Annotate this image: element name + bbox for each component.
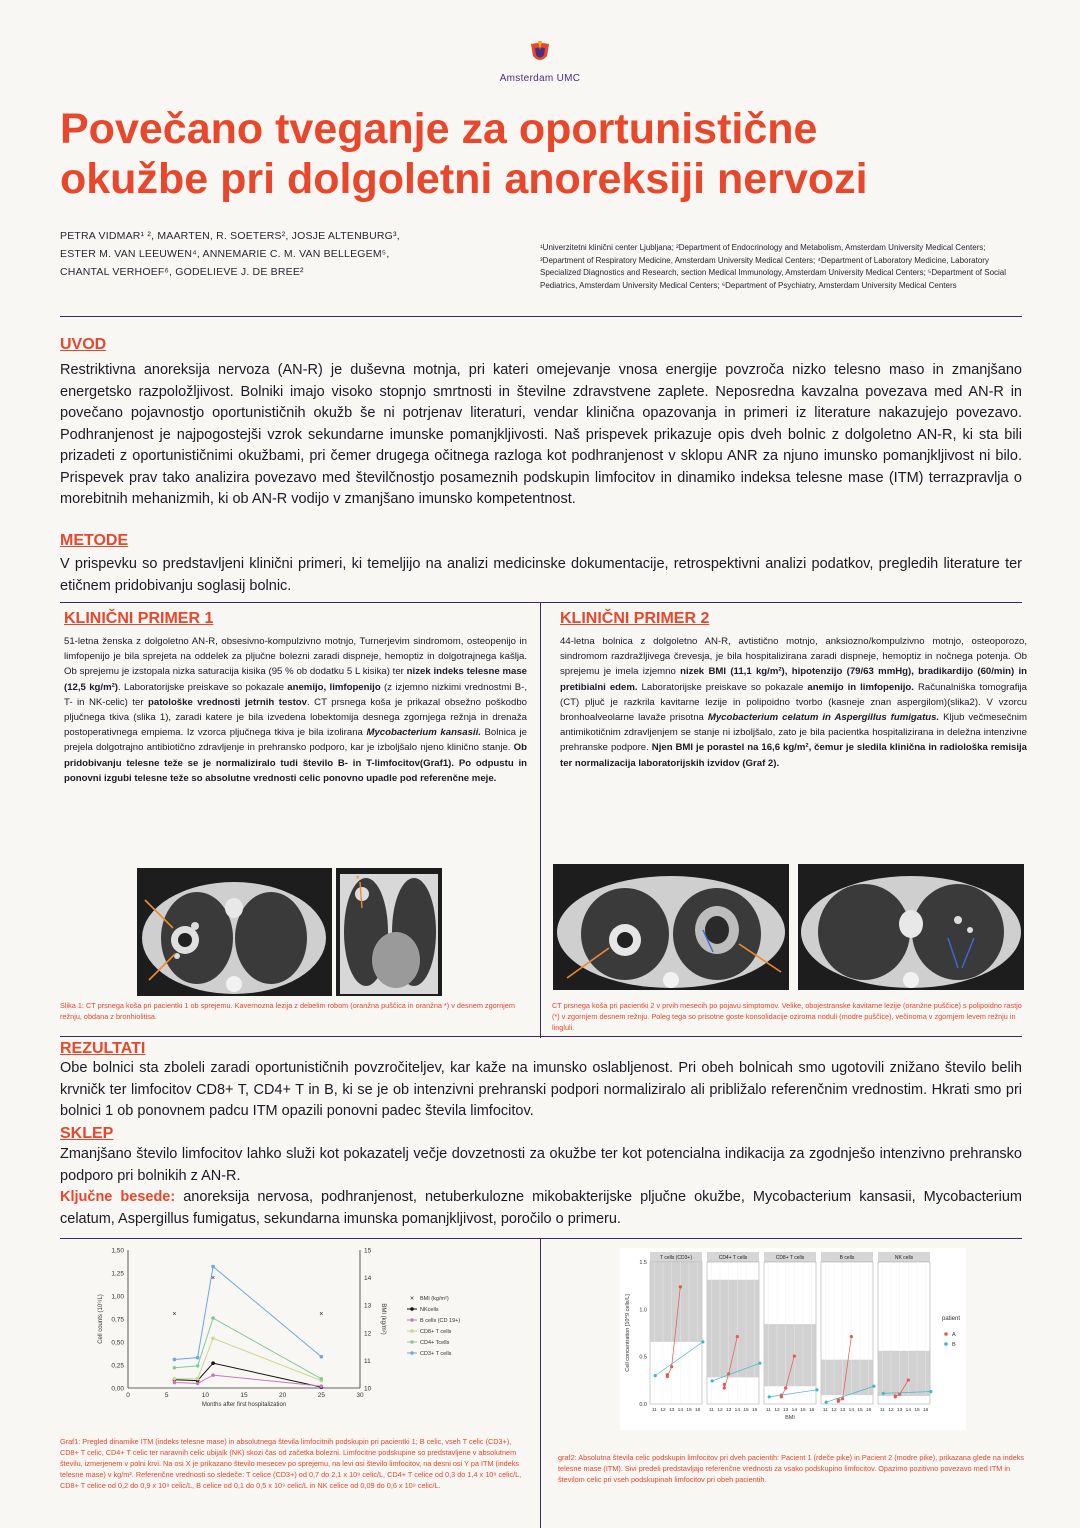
x-tick-label: 11	[822, 1408, 828, 1413]
patient-point	[666, 1375, 669, 1378]
legend-label: A	[952, 1332, 956, 1338]
keywords-label: Ključne besede:	[60, 1189, 176, 1205]
patient-point	[929, 1390, 932, 1393]
legend-marker	[944, 1342, 948, 1346]
legend-marker	[944, 1332, 948, 1336]
x-tick-label: 5	[164, 1392, 169, 1399]
case1-text	[64, 634, 527, 786]
series-point	[320, 1377, 324, 1381]
y-tick-label: 0,25	[111, 1362, 124, 1370]
x-tick-label: 13	[668, 1408, 675, 1413]
case2-text	[560, 634, 1027, 771]
x-tick-label: 25	[317, 1392, 325, 1399]
series-point	[211, 1373, 215, 1377]
sklep-text: Zmanjšano število limfocitov lahko služi kot pokazatelj večje dovzetnosti za okužbe ter kot potencialna indikacija za zgodnješo intenzivno prehransko podporo pri bolnikih z AN-R.	[60, 1146, 1022, 1184]
series-point	[320, 1355, 324, 1359]
legend-marker	[410, 1340, 414, 1344]
bmi-point: ×	[172, 1310, 177, 1318]
x-tick-label: 14	[905, 1408, 912, 1413]
panel-title: NK cells	[894, 1255, 914, 1261]
authors-line-3: CHANTAL VERHOEF⁶, GODELIEVE J. DE BREE²	[60, 266, 304, 278]
poster-title	[60, 104, 1040, 204]
x-tick-label: 11	[651, 1408, 657, 1413]
case1-heading: KLINIČNI PRIMER 1	[64, 610, 214, 627]
bmi-point: ×	[211, 1275, 216, 1283]
x-tick-label: 15	[743, 1408, 749, 1413]
patient-point	[784, 1386, 787, 1389]
case1-text-part: . Laboratorijske preiskave so pokazale	[118, 681, 288, 693]
patient-point	[894, 1395, 897, 1398]
case2-heading: KLINIČNI PRIMER 2	[560, 610, 710, 627]
series-point	[211, 1265, 215, 1269]
y-tick-label: 0.5	[639, 1354, 647, 1361]
patient-point	[758, 1362, 761, 1365]
reference-range	[707, 1280, 759, 1378]
rezultati-text: Obe bolnici sta zboleli zaradi oportunističnih povzročiteljev, kar kaže na imunsko oslabljenost. Pri obeh bolnicah smo ugotovili znižano število belih krvničk ter limfocitov CD8+ T, CD4+ T in B, ki se je ob intenzivni prehranski podpori normaliziralo ali približalo referenčnim vrednostim. Hkrati smo pri bolnici 1 ob ponovnem padcu ITM opazili ponovni padec števila limfocitov.	[60, 1060, 1022, 1119]
patient-point	[723, 1386, 726, 1389]
case1-bold: nizek indeks telesne mase (12,5 kg/m²)	[64, 666, 528, 693]
legend-marker	[410, 1307, 414, 1311]
y2-tick-label: 10	[364, 1385, 372, 1393]
x-tick-label: 16	[922, 1408, 929, 1413]
x-tick-label: 14	[734, 1408, 741, 1413]
reference-range	[821, 1360, 873, 1396]
case1-text-part: 51-letna ženska z dolgoletno AN-R, obsesivno-kompulzivno motnjo, Turnerjevim sindromom, osteopenijo in limfopenijo je bila sprejeta na oddelek za pljučne bolezni zaradi dispneje, hemoptiz in dolgotrajnega kašlja. Ob sprejemu je izstopala nizka saturacija kisika (95 % ob dodatku 5 L kisika) ter	[64, 636, 527, 678]
patient-point	[723, 1383, 726, 1386]
case2-text-part: Laboratorijske preiskave so pokazale	[637, 681, 808, 693]
series-point	[173, 1377, 177, 1381]
x-tick-label: 12	[660, 1408, 666, 1413]
case2-text-part: 44-letna bolnica z dolgoletno AN-R, avtistično motnjo, anksiozno/kompulzivno motnjo, osteoporozo, sindromom razdražljivega črevesja, je bila hospitalizirana zaradi dispneje, hemoptiz in nočnega potenja. Ob sprejemu je imela izjemno	[560, 636, 1027, 678]
x-tick-label: 12	[717, 1408, 723, 1413]
series-point	[211, 1337, 215, 1341]
x-tick-label: 15	[686, 1408, 692, 1413]
series-point	[320, 1384, 324, 1388]
x-tick-label: 0	[126, 1392, 130, 1399]
divider	[60, 1036, 1022, 1037]
x-axis-label: BMI	[785, 1415, 795, 1421]
x-tick-label: 11	[879, 1408, 885, 1413]
series-point	[211, 1316, 215, 1320]
y-tick-label: 0,50	[111, 1339, 124, 1347]
rezultati-heading: REZULTATI	[60, 1040, 146, 1057]
x-tick-label: 13	[725, 1408, 732, 1413]
panel-title: CD8+ T cells	[775, 1255, 805, 1261]
panel-title: CD4+ T cells	[718, 1255, 748, 1261]
y-tick-label: 0,00	[111, 1385, 124, 1393]
series-point	[196, 1382, 200, 1386]
series-point	[196, 1377, 200, 1381]
y-tick-label: 1.0	[639, 1307, 647, 1314]
sklep-heading: SKLEP	[60, 1125, 114, 1142]
ct-image-case1-axial	[137, 868, 332, 996]
y2-tick-label: 15	[364, 1247, 372, 1255]
x-tick-label: 11	[708, 1408, 714, 1413]
patient-point	[780, 1395, 783, 1398]
legend-marker: ×	[409, 1295, 415, 1303]
legend-marker	[410, 1329, 414, 1333]
series-point	[211, 1361, 215, 1365]
x-tick-label: 11	[765, 1408, 771, 1413]
x-tick-label: 14	[791, 1408, 798, 1413]
y-tick-label: 1,00	[111, 1293, 124, 1301]
patient-point	[907, 1378, 910, 1381]
y-tick-label: 1,25	[111, 1270, 124, 1278]
bmi-point: ×	[319, 1310, 324, 1318]
legend-label: B	[952, 1342, 956, 1348]
keywords	[60, 1187, 1022, 1230]
patient-point	[882, 1392, 885, 1395]
case2-bold: nizek BMI (11,1 kg/m²), hipotenzijo (79/63 mmHg), bradikardijo (60/min) in pretibialni edem.	[560, 666, 1028, 693]
x-tick-label: 12	[888, 1408, 894, 1413]
divider	[60, 1238, 1022, 1239]
graf1-caption: Graf1: Pregled dinamike ITM (indeks telesne mase) in absolutnega števila limfocitnih podskupin pri pacientki 1; B celic, vseh T celic (CD3+), CD8+ T celic, CD4+ T celic ter naravnih celic ubijalk (NK) skozi čas od začetka bolezni. Limfocitne podskupine so predstavljene v absolutnem številu, izmerjenem v polni krvi. Na osi X je prikazano število mesecev po sprejemu, na levi osi število limfocitov, na desni osi Y pa ITM (indeks telesne mase) v kg/m². Referenčne vrednosti so sledeče: T celice (CD3+) od 0,7 do 2,1 x 10⁹ celic/L, CD4+ T celice od 0,3 do 1,4 x 10⁹ celic/L, CD8+ T celice od 0,2 do 0,9 x 10⁹ celic/L, B celice od 0,1 do 0,5 x 10⁹ celic/L in NK celice od 0,09 do 0,6 x 10⁹ celic/L.	[60, 1437, 522, 1490]
case2-text-part: Kljub večmesečnim antimikotičnim zdravljenjem se stanje ni izboljšalo, zato je bila pacientka hospitalizirana in deležna intenzivne prehranske podpore.	[560, 712, 1027, 754]
y2-tick-label: 11	[364, 1357, 371, 1365]
reference-range	[764, 1324, 816, 1386]
case2-organism: Mycobacterium celatum in Aspergillus fumigatus.	[707, 712, 940, 724]
divider	[60, 316, 1022, 317]
column-divider	[540, 1238, 541, 1528]
authors-line-2: ESTER M. VAN LEEUWEN⁴, ANNEMARIE C. M. VAN BELLEGEM⁵,	[60, 248, 390, 260]
x-tick-label: 16	[808, 1408, 815, 1413]
series-line	[174, 1318, 321, 1379]
x-tick-label: 15	[240, 1392, 248, 1399]
case1-text-part: Bolnica je prejela dolgotrajno antibiotično zdravljenje in prehransko podporo, kar je izboljšalo njeno klinično stanje.	[64, 727, 527, 754]
y2-tick-label: 14	[364, 1275, 372, 1283]
case1-bold: patološke vrednosti jetrnih testov	[148, 696, 308, 708]
graf1-svg	[90, 1242, 520, 1410]
y-axis-label: Cell concentration [10^9 cells/L]	[625, 1294, 631, 1372]
title-line-1: Povečano tveganje za oportunistične	[60, 105, 818, 153]
y-tick-label: 0,75	[111, 1316, 124, 1324]
y-axis-label: Cell counts (10⁹/L)	[98, 1294, 104, 1344]
series-point	[196, 1364, 200, 1368]
series-point	[173, 1358, 177, 1362]
patient-point	[841, 1397, 844, 1400]
x-tick-label: 12	[774, 1408, 780, 1413]
patient-point	[850, 1335, 853, 1338]
series-point	[196, 1356, 200, 1360]
patient-point	[825, 1401, 828, 1404]
y2-axis-label: BMI (kg/m²)	[380, 1303, 386, 1335]
x-tick-label: 13	[839, 1408, 846, 1413]
patient-point	[679, 1285, 682, 1288]
graf1-chart	[90, 1242, 520, 1410]
svg-text:*: *	[356, 874, 360, 884]
case1-organism: Mycobacterium kansasii.	[366, 727, 481, 739]
authors	[60, 227, 480, 281]
case2-image-caption: CT prsnega koša pri pacientki 2 v prvih mesecih po pojavu simptomov. Velike, obojestranske kavitarne lezije (oranžne puščice) s polipoidno rastjo (*) v zgornjem desnem režnju. Poleg tega so prisotne goste konsolidacije oziroma noduli (modre puščice), večinoma v zgornjem levem režnju in lingluli.	[552, 1001, 1022, 1032]
affiliations: ¹Univerzitetni klinični center Ljubljana; ²Department of Endocrinology and Metabolism, Amsterdam University Medical Centers; ³Department of Respiratory Medicine, Amsterdam University Medical Centers; ⁴Department of Laboratory Medicine, Laboratory Specialized Diagnostics and Research, section Medical Immunology, Amsterdam University Medical Centers; ⁵Department of Social Pediatrics, Amsterdam University Medical Centers; ⁶Department of Psychiatry, Amsterdam University Medical Centers	[540, 243, 1007, 290]
y2-tick-label: 12	[364, 1330, 372, 1338]
case1-bold: anemijo, limfopenijo	[287, 681, 381, 693]
legend-title: patient	[942, 1316, 961, 1322]
patient-point	[768, 1395, 771, 1398]
authors-line-1: PETRA VIDMAR¹ ², MAARTEN, R. SOETERS², JOSJE ALTENBURG³,	[60, 230, 400, 242]
title-line-2: okužbe pri dolgoletni anoreksiji nervozi	[60, 155, 868, 203]
x-tick-label: 30	[356, 1392, 364, 1399]
x-tick-label: 10	[201, 1392, 209, 1399]
case2-bold: anemijo in limfopenijo.	[807, 681, 914, 693]
ct-image-case1-coronal	[336, 868, 442, 996]
patient-point	[736, 1335, 739, 1338]
series-point	[173, 1381, 177, 1385]
x-tick-label: 15	[914, 1408, 920, 1413]
case1-text-part: . CT prsnega koša je prikazal obsežno poškodbo pljučnega tkiva (slika 1), zaradi katere je bila izvedena lobektomija desnega zgornjega režnja in drenaža postoperativnega empiema. Iz vzorca pljučnega tkiva je bila izolirana	[64, 696, 527, 739]
legend-label: NKcells	[420, 1307, 439, 1313]
patient-point	[701, 1340, 704, 1343]
patient-point	[872, 1385, 875, 1388]
graf2-chart	[620, 1248, 966, 1430]
legend-marker	[410, 1351, 414, 1355]
x-tick-label: 14	[848, 1408, 855, 1413]
graf2-svg	[620, 1248, 966, 1430]
column-divider	[540, 602, 541, 1038]
patient-point	[793, 1354, 796, 1357]
x-tick-label: 14	[677, 1408, 684, 1413]
panel-title: T cells (CD3+)	[660, 1255, 692, 1261]
graf2-caption: graf2: Absolutna števila celic podskupin limfocitov pri dveh pacientih: Pacient 1 (rdeče pike) in Pacient 2 (modre pike), prikazana glede na indeks telesne mase (ITM). Sivi predeli predstavljajo referenčne vrednosti za vsako podskupino limfocitov. Opazimo pozitivno povezavo med ITM in številom celic pri vseh podskupinah limfocitov pri obeh pacientih.	[558, 1453, 1025, 1484]
case1-bold: Ob pridobivanju telesne teže se je normaliziralo tudi število B- in T-limfocitov(Graf1). Po odpustu in ponovni izgubi telesne teže so absolutne vrednosti celic ponovno upadle pod referenčne meje.	[64, 742, 527, 784]
case1-image-caption: Slika 1: CT prsnega koša pri pacientki 1 ob sprejemu. Kavernozna lezija z debelim robom (oranžna puščica in oranžna *) v desnem zgornjem režnju, obdana z bronhiolitisa.	[60, 1001, 515, 1021]
case2-bold: Njen BMI je porastel na 16,6 kg/m², čemur je sledila klinična in radiološka remisija ter normalizacija laboratorijskih izvidov (Graf 2).	[560, 742, 1027, 769]
x-tick-label: 16	[865, 1408, 872, 1413]
metode-heading: METODE	[60, 532, 129, 549]
x-tick-label: 13	[782, 1408, 789, 1413]
divider	[60, 602, 1022, 603]
logo-mark-icon	[525, 40, 555, 66]
x-tick-label: 13	[896, 1408, 903, 1413]
x-tick-label: 15	[857, 1408, 863, 1413]
y2-tick-label: 13	[364, 1302, 372, 1310]
reference-range	[878, 1351, 930, 1396]
x-tick-label: 20	[279, 1392, 287, 1399]
x-tick-label: 16	[751, 1408, 758, 1413]
x-tick-label: 15	[800, 1408, 806, 1413]
case1-text-part: (z izjemno nizkimi vrednostmi B-, T- in NK-celic) ter	[64, 681, 527, 708]
uvod-text: Restriktivna anoreksija nervoza (AN-R) je duševna motnja, pri kateri omejevanje vnosa energije povzroča nizko telesno maso in zmanjšano energetsko razpoložljivost. Bolniki imajo visoko stopnjo smrtnosti in številne zdravstvene zaplete. Neposredna kavzalna povezava med AN-R in povečano pojavnostjo oportunističnih okužb še ni potrjenav literaturi, vendar klinična opazovanja in primeri iz literature nakazujejo povezavo. Podhranjenost je najpogostejši vzrok sekundarne imunske pomanjkljivosti. Naš prispevek prikazuje opis dveh bolnic z dolgoletno AN-R, ki sta bili prizadeti z oportunističnimi okužbami, pri čemer drugega očitnega razloga kot podhranjenost v sklopu ANR za njuno imunsko pomanjkljivost ni bilo. Prispevek prav tako analizira povezavo med številčnostjo posameznih podskupin limfocitov in dinamiko indeksa telesne mase (ITM) terrazpravlja o morebitnih mehanizmih, ki ob AN-R vodijo v zmanjšano imunsko kompetentnost.	[60, 362, 1022, 507]
x-tick-label: 16	[694, 1408, 701, 1413]
patient-point	[711, 1379, 714, 1382]
ct-image-case2-left	[553, 864, 789, 990]
legend-label: CD4+ Tcells	[420, 1340, 450, 1346]
series-line	[174, 1338, 321, 1380]
patient-point	[837, 1400, 840, 1403]
x-tick-label: 12	[831, 1408, 837, 1413]
legend-label: BMI (kg/m²)	[420, 1296, 449, 1302]
case2-text-part: Računalniška tomografija (CT) pljuč je razkrila kavitarne lezije in polipoidno tvorbo (kasneje znan aspergilom)(slika2). V vzorcu bronhoalveolarne lavaže prisotna	[560, 681, 1027, 724]
patient-point	[670, 1365, 673, 1368]
panel-title: B cells	[839, 1255, 855, 1261]
x-axis-label: Months after first hospitalization	[201, 1402, 287, 1408]
legend-label: CD3+ T cells	[420, 1351, 452, 1357]
uvod-heading: UVOD	[60, 336, 107, 353]
patient-point	[654, 1374, 657, 1377]
y-tick-label: 1,50	[111, 1247, 124, 1255]
series-line	[174, 1267, 324, 1360]
amsterdam-umc-logo	[470, 40, 610, 84]
metode-text: V prispevku so predstavljeni klinični primeri, ki temeljijo na analizi medicinske dokumentacije, retrospektivni analizi podatkov, pregledih literature ter etičnem pridobivanju soglasij bolnic.	[60, 556, 1022, 594]
legend-label: B cells (CD 19+)	[420, 1318, 461, 1324]
logo-text: Amsterdam UMC	[499, 73, 581, 84]
y-tick-label: 0.0	[639, 1402, 647, 1408]
series-point	[173, 1366, 177, 1370]
y-tick-label: 1.5	[639, 1260, 647, 1266]
legend-marker	[410, 1318, 414, 1322]
keywords-text: anoreksija nervosa, podhranjenost, netuberkulozne mikobakterijske pljučne okužbe, Mycobacterium kansasii, Mycobacterium celatum, Aspergillus fumigatus, sekundarna imunska pomanjkljivost, poročilo o primeru.	[60, 1189, 1022, 1227]
legend-label: CD8+ T cells	[420, 1329, 452, 1335]
patient-point	[815, 1388, 818, 1391]
ct-image-case2-right	[798, 864, 1024, 990]
